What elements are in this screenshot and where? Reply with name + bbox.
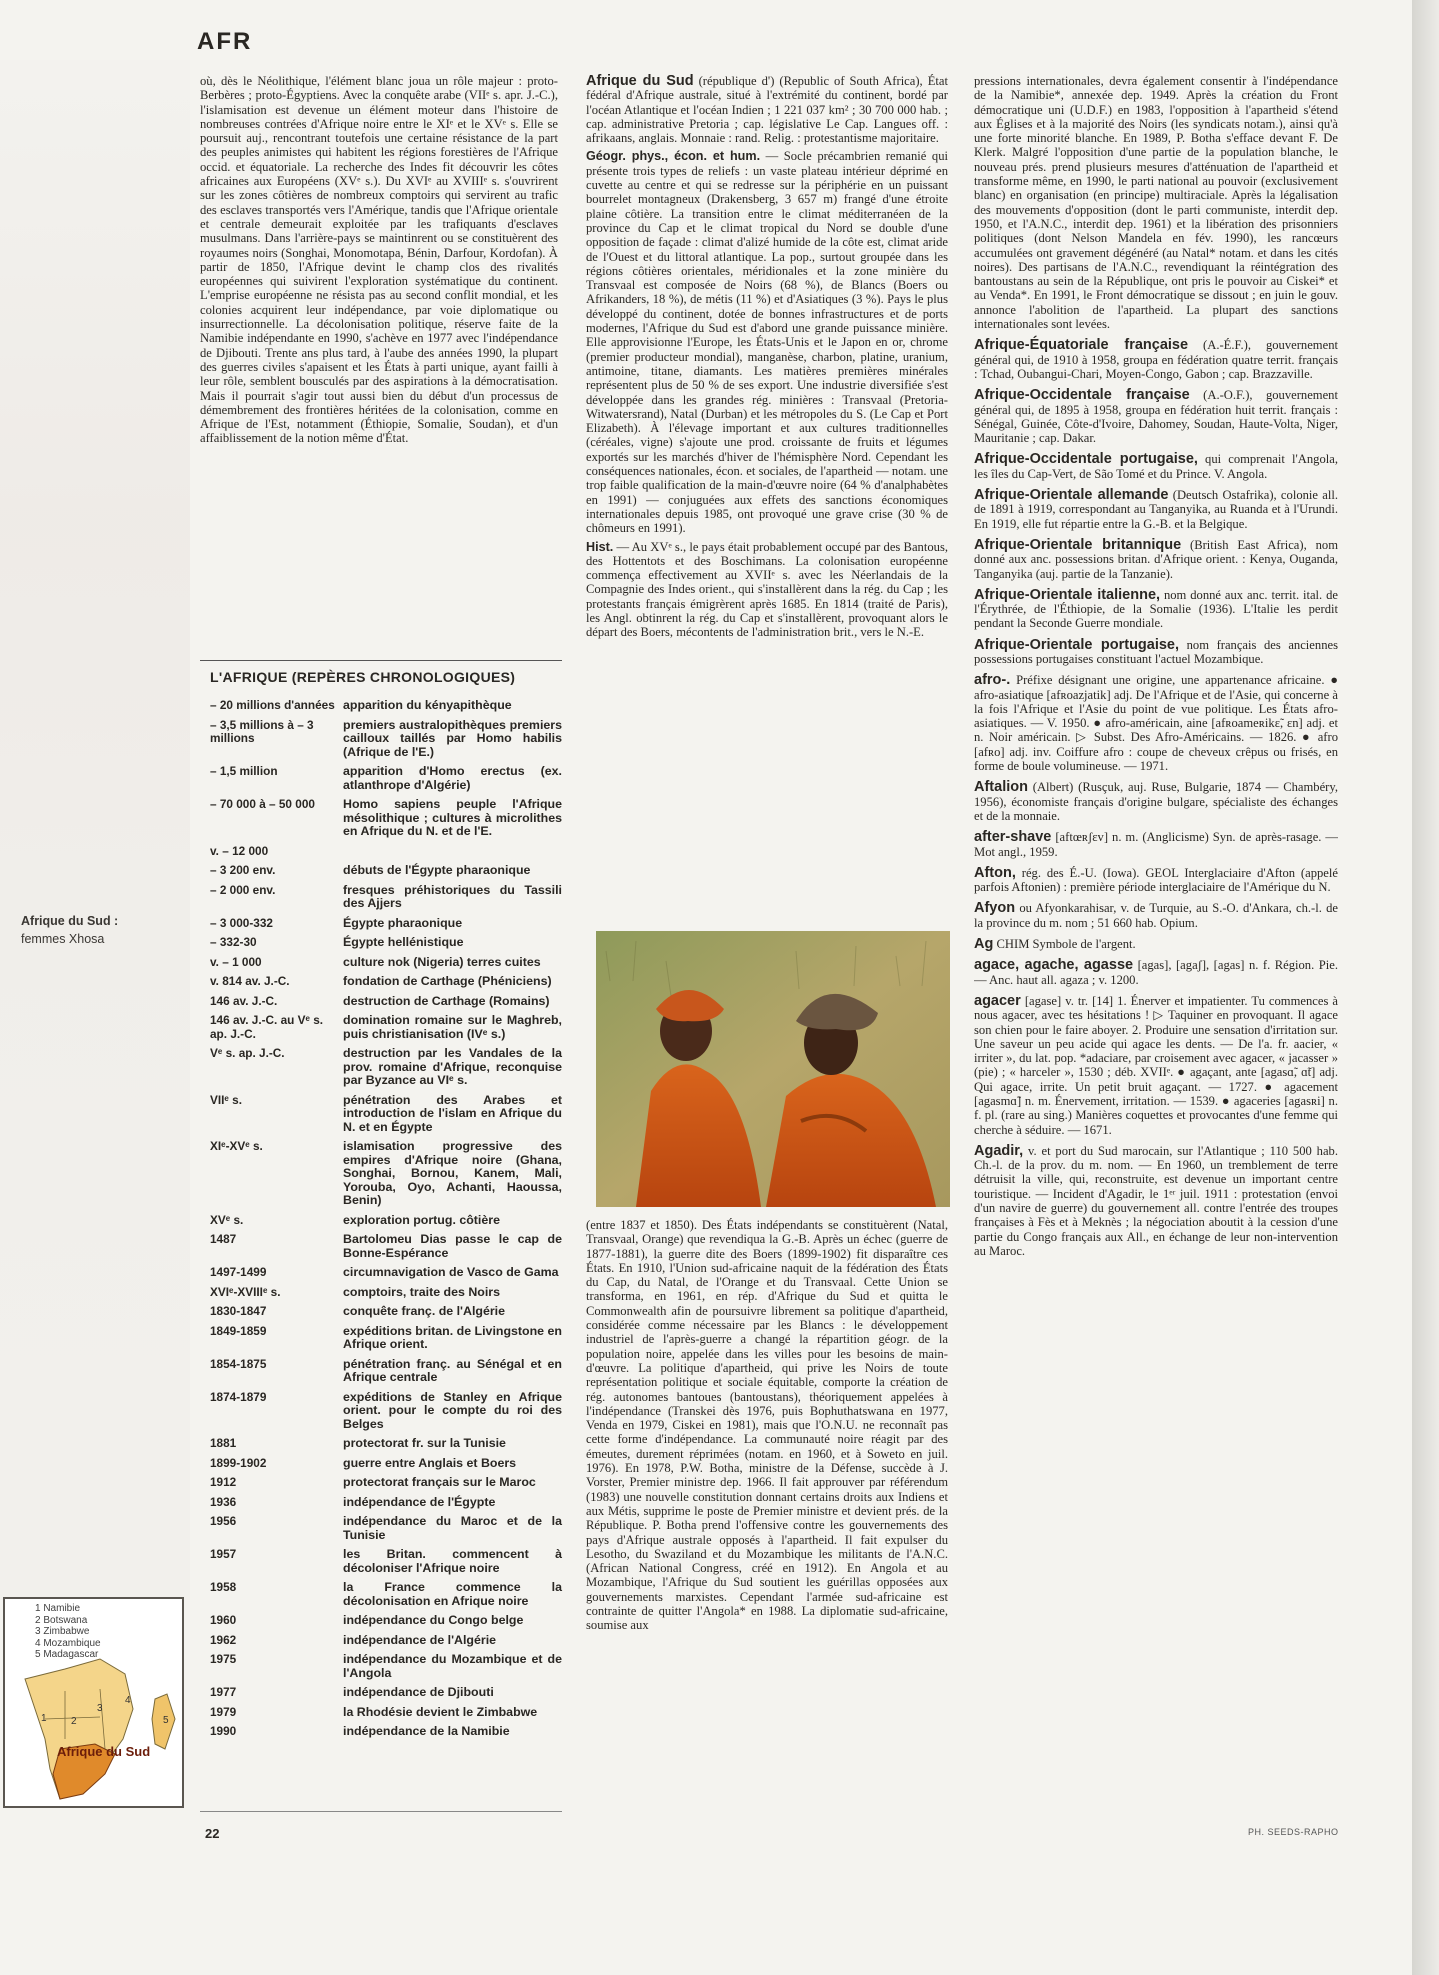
map-label: Afrique du Sud [57, 1744, 151, 1759]
chronology-date: 1881 [210, 1436, 237, 1450]
svg-text:2: 2 [71, 1716, 77, 1727]
chronology-date: Vᵉ s. ap. J.-C. [210, 1046, 285, 1060]
column-1-text [200, 74, 558, 644]
chronology-row [200, 1325, 562, 1352]
chronology-event: exploration portug. côtière [343, 1212, 500, 1227]
chronology-date: 146 av. J.-C. au Vᵉ s. ap. J.-C. [210, 1013, 324, 1041]
chronology-event: islamisation progressive des empires d'Afrique noire (Ghana, Songhai, Bornou, Kanem, Mali, Yorouba, Oyo, Achanti, Haoussa, Benin) [343, 1139, 562, 1207]
svg-text:3: 3 [97, 1703, 103, 1714]
entry-text: Préfixe désignant une origine, une appartenance africaine. ● afro-asiatique [afʀoazjatik] adj. De l'Afrique et de l'Asie, qui concerne à la fois l'Afrique et l'Asie du point de vue politique. Les États afro-asiatiques. — V. 1950. ● afro-américain, aine [afʀoameʀikɛ̃, ɛn] adj. et n. Noir américain. ▷ Subst. Des Afro-Américains. — 1826. ● afro [afʀo] adj. inv. Coiffure afro : coupe de cheveux crêpus ou frisés, en forme de boule volumineuse. — 1971. [974, 673, 1338, 774]
chronology-event: pénétration des Arabes et introduction de l'islam en Afrique du N. et en Égypte [343, 1092, 562, 1134]
entry-text: qui comprenait l'Angola, les îles du Cap-Vert, de São Tomé et du Prince. V. Angola. [974, 452, 1338, 481]
dictionary-entry [974, 1144, 1338, 1258]
map-legend-item: 4 Mozambique [35, 1637, 101, 1649]
chronology-row [200, 1457, 562, 1471]
headword: Afrique-Orientale portugaise, [974, 636, 1180, 653]
chronology-date: 1936 [210, 1494, 237, 1509]
headword: Afrique-Occidentale française [974, 387, 1190, 404]
headword: Agadir, [974, 1142, 1024, 1159]
chronology-row [200, 917, 562, 931]
dictionary-entry [974, 588, 1338, 631]
continued-text: pressions internationales, devra également consentir à l'indépendance de la Namibie*, annexée dep. 1949. Après la création du Front démocratique uni (U.D.F.) en 1983, l'opposition à l'apartheid s'étend aux Églises et à la majorité des Noirs (les syndicats notam.), ainsi qu'à une forte minorité blanche. En 1989, P. Botha s'efface devant F. De Klerk. Malgré l'opposition d'une partie de la population blanche, le nouveau prés. prend plusieurs mesures d'atténuation de l'apartheid et transforme même, en 1990, le parti national au pouvoir (exclusivement blanc) en organisation (en principe) multiraciale. Après la légalisation des mouvements d'opposition (dont le parti communiste, interdit dep. 1950, et l'A.N.C., interdit dep. 1961) et la libération des prisonniers politiques (dont Nelson Mandela en fév. 1990), les rancœurs accumulées ont gravement dégénéré (au Natal* notam. et dans les cités noires). Des partisans de l'A.N.C., revendiquant la réintégration des bantoustans au sein de la République, ont pris le pouvoir au Ciskei* et au Venda*. En 1991, le Front démocratique se dissout ; en juin le gouv. annonce l'abolition de l'apartheid. La plupart des sanctions internationales sont levées. [974, 74, 1338, 332]
chronology-date: 1962 [210, 1632, 237, 1647]
chronology-row [200, 1286, 562, 1300]
photo-xhosa-women [596, 931, 950, 1207]
dictionary-entry [974, 866, 1338, 895]
chronology-event: indépendance de la Namibie [343, 1724, 510, 1738]
chronology-row [200, 699, 562, 713]
chronology-row [200, 1391, 562, 1432]
map-legend-item: 3 Zimbabwe [35, 1626, 90, 1637]
chronology-event: culture nok (Nigeria) terres cuites [343, 954, 541, 969]
chronology-date: 1899-1902 [210, 1455, 267, 1470]
chronology-event: guerre entre Anglais et Boers [343, 1455, 517, 1470]
photo-illustration [596, 931, 950, 1207]
caption-title: Afrique du Sud : [21, 914, 119, 928]
chronology-date: v. – 1 000 [210, 954, 262, 969]
chronology-event: protectorat fr. sur la Tunisie [343, 1436, 506, 1450]
section-text: — Socle précambrien remanié qui présente trois types de reliefs : un vaste plateau intérieur déprimé en cuvette au centre et qui se redresse sur la périphérie en un puissant bourrelet montagneux (Drakensberg, 3 657 m) frangé d'une étroite plaine côtière. La transition entre le climat méditerranéen de la province du Cap et le climat tropical du Nord se double d'une opposition de façade : climat d'alizé humide de la côte est, climat aride de l'Ouest et du littoral atlantique. La pop., surtout groupée dans les régions côtières orientales, méridionales et la zone minière du Transvaal est composée de Noirs (68 %), de Blancs (Boers ou Afrikanders, 18 %), de métis (11 %) et d'Asiatiques (3 %). Pays le plus développé du continent, dotée de bonnes infrastructures et de ports modernes, l'Afrique du Sud est d'abord une grande puissance minière. Elle approvisionne l'Europe, les États-Unis et le Japon en or, chrome (premier producteur mondial), manganèse, charbon, platine, uranium, antimoine, titane, diamants. Les matières premières minérales représentent plus de 50 % de ses export. Une industrie diversifiée s'est développée dans les grandes rég. minières : Transvaal (Pretoria-Witwatersrand), Natal (Durban) et les métropoles du S. (Le Cap et Port Elizabeth). À l'élevage important et aux cultures traditionnelles (céréales, vigne) s'ajoute une prod. croissante de fruits et légumes exportés sur les marchés d'hiver de l'hémisphère Nord. Cependant les conséquences nationales, écon. et sociales, de l'apartheid — notam. une trop faible qualification de la main-d'œuvre noire (64 % d'analphabètes en 1991) — conjuguées aux effets des sanctions économiques internationales depuis 1985, ont provoqué une grave crise (30 % de chômeurs en 1991). [586, 149, 948, 536]
chronology-event: apparition du kényapithèque [343, 698, 512, 712]
chronology-row [200, 995, 562, 1009]
chronology-date: 1830-1847 [210, 1304, 267, 1318]
chronology-date: XIᵉ-XVᵉ s. [210, 1139, 263, 1153]
dictionary-entry [974, 388, 1338, 445]
chronology-row [200, 1686, 562, 1700]
chronology-date: 1912 [210, 1475, 237, 1489]
chronology-date: XVᵉ s. [210, 1212, 244, 1227]
headword: afro-. [974, 672, 1011, 689]
chronology-event: conquête franç. de l'Algérie [343, 1304, 505, 1318]
entry-text: (Deutsch Ostafrika), colonie all. de 1891 à 1919, correspondant au Tanganyika, au Ruanda et à l'Urundi. En 1919, elle fut répartie entre la G.-B. et la Belgique. [974, 488, 1338, 531]
chronology-event: indépendance du Mozambique et de l'Angola [343, 1652, 562, 1680]
chronology-row [200, 884, 562, 911]
headword: Afrique-Équatoriale française [974, 337, 1189, 354]
chronology-date: – 3 200 env. [210, 863, 276, 877]
headword: Ag [974, 936, 994, 953]
chronology-row [200, 798, 562, 839]
entry-list [974, 338, 1338, 1258]
map-legend-item: 5 Madagascar [35, 1649, 99, 1660]
chronology-row [200, 1266, 562, 1280]
dictionary-entry [974, 780, 1338, 823]
locator-map [3, 1597, 184, 1808]
chronology-row [200, 1476, 562, 1490]
section-history [586, 540, 948, 640]
chronology-date: – 1,5 million [210, 764, 278, 778]
chronology-date: v. – 12 000 [210, 843, 269, 858]
chronology-date: – 20 millions d'années [210, 698, 335, 712]
chronology-row [200, 1581, 562, 1608]
caption-subtitle: femmes Xhosa [21, 932, 105, 946]
chronology-event: Bartolomeu Dias passe le cap de Bonne-Espérance [343, 1232, 562, 1260]
headword: agacer [974, 992, 1021, 1009]
chronology-event: premiers australopithèques premiers cailloux taillés par Homo habilis (Afrique de l'E.) [343, 717, 562, 759]
section-label: Hist. [586, 539, 614, 554]
chronology-event [343, 845, 562, 859]
chronology-row [200, 845, 562, 859]
map-legend-item: 1 Namibie [35, 1603, 81, 1614]
entry-text: [aftœʀʃɛv] n. m. (Anglicisme) Syn. de après-rasage. — Mot angl., 1959. [974, 830, 1338, 859]
headword: Afrique du Sud [586, 74, 694, 89]
chronology-date: – 2 000 env. [210, 882, 276, 897]
column-2-continued [586, 1218, 948, 1818]
chronology-row [200, 1437, 562, 1451]
section-label: Géogr. phys., écon. et hum. [586, 149, 761, 164]
chronology-date: 1979 [210, 1704, 237, 1719]
chronology-row [200, 1725, 562, 1739]
chronology-row [200, 1496, 562, 1510]
chronology-date: 1975 [210, 1652, 237, 1666]
chronology-row [200, 719, 562, 760]
dictionary-entry [974, 452, 1338, 481]
dictionary-entry [974, 830, 1338, 859]
chronology-date: – 3 000-332 [210, 915, 273, 930]
chronology-row [200, 1548, 562, 1575]
chronology-event: destruction de Carthage (Romains) [343, 993, 550, 1008]
section-geography [586, 149, 948, 535]
svg-text:4: 4 [125, 1695, 131, 1706]
col1-paragraph: où, dès le Néolithique, l'élément blanc joua un rôle majeur : proto-Berbères ; proto-Égyptiens. Avec la conquête arabe (VIIᵉ s. apr. J.-C.), l'islamisation est devenue un élément moteur dans l'histoire de nombreuses contrées d'Afrique noire entre le XIᵉ et le XVᵉ s. Elle se poursuit auj., rencontrant toutefois une certaine résistance de la part des peuples animistes qui habitent les régions forestières de l'Afrique occid. et équatoriale. La recherche des Indes fit découvrir les côtes africaines aux Européens (XVᵉ s.). Du XVIᵉ au XVIIIᵉ s. s'ouvrirent sur les zones côtières de nombreux comptoirs qui servirent au trafic des esclaves transportés vers l'Amérique, tandis que l'Afrique orientale et centrale demeurait exploitée par les trafiquants d'esclaves musulmans. Dans l'arrière-pays se maintinrent ou se constituèrent des royaumes noirs (Songhai, Monomotapa, Bénin, Darfour, Kordofan). À partir de 1850, l'Afrique devint le champ clos des rivalités européennes qui suivirent l'exploration systématique du continent. L'emprise européenne ne résista pas au second conflit mondial, et les colonies acquirent leur indépendance, par voie diplomatique ou insurrectionnelle. La décolonisation politique, réserve faite de la Namibie indépendante en 1990, s'achève en 1977 avec l'indépendance de Djibouti. Trente ans plus tard, à l'aube des années 1990, la plupart des guerres civiles s'apaisent et les États à parti unique, ayant failli à leur rôle, semblent bousculés par des aspirations à la démocratisation. Mais il pourrait s'agir tout aussi bien du début d'un processus de démembrement des frontières héritées de la colonisation, comme en Afrique de l'Est, notamment (Éthiopie, Somalie, Soudan), et d'un affaiblissement de la notion même d'État. [200, 74, 558, 446]
chronology-date: 1960 [210, 1613, 237, 1627]
dictionary-entry [974, 338, 1338, 381]
entry-text: (république d') (Republic of South Africa), État fédéral d'Afrique australe, situé à l'extrémité du continent, bordé par l'océan Atlantique et l'océan Indien ; 1 221 037 km² ; 30 700 000 hab. ; cap. administrative Pretoria ; cap. législative Le Cap. Langues off. : afrikaans, anglais. Monnaie : rand. Relig. : protestantisme majoritaire. [586, 74, 948, 146]
chronology-date: 146 av. J.-C. [210, 993, 278, 1008]
entry-text: ou Afyonkarahisar, v. de Turquie, au S.-O. d'Ankara, ch.-l. de la province du m. nom ; 51 660 hab. Opium. [974, 901, 1338, 930]
svg-text:5: 5 [163, 1715, 169, 1726]
chronology-row [200, 1214, 562, 1228]
chronology-date: 1874-1879 [210, 1389, 267, 1404]
dictionary-entry [974, 488, 1338, 531]
chronology-title: L'AFRIQUE (REPÈRES CHRONOLOGIQUES) [210, 669, 516, 685]
headword: Afrique-Orientale allemande [974, 487, 1169, 504]
chronology-event: indépendance de l'Algérie [343, 1632, 497, 1647]
chronology-event: la France commence la décolonisation en Afrique noire [343, 1580, 562, 1608]
chronology-event: Égypte pharaonique [343, 915, 463, 930]
chronology-event: indépendance du Maroc et de la Tunisie [343, 1514, 562, 1542]
entry-text: rég. des É.-U. (Iowa). GEOL Interglaciaire d'Afton (appelé parfois Aftonien) : première période interglaciaire de l'Amérique du N. [974, 865, 1338, 895]
column-2-text [586, 74, 948, 929]
dictionary-entry [974, 901, 1338, 930]
chronology-row [200, 765, 562, 792]
dictionary-entry [974, 994, 1338, 1137]
chronology-date: 1977 [210, 1685, 237, 1699]
chronology-event: débuts de l'Égypte pharaonique [343, 863, 531, 877]
chronology-event: fresques préhistoriques du Tassili des Ajjers [343, 882, 562, 910]
chronology-event: indépendance de l'Égypte [343, 1494, 496, 1509]
chronology-row [200, 1614, 562, 1628]
chronology-box [200, 660, 562, 1812]
chronology-date: – 332-30 [210, 935, 257, 949]
chronology-date: – 70 000 à – 50 000 [210, 797, 315, 811]
chronology-event: protectorat français sur le Maroc [343, 1475, 536, 1489]
chronology-date: 1487 [210, 1232, 237, 1246]
chronology-row [200, 1233, 562, 1260]
dictionary-entry [974, 673, 1338, 773]
entry-text: v. et port du Sud marocain, sur l'Atlantique ; 110 500 hab. Ch.-l. de la prov. du m. nom. — En 1960, un tremblement de terre détruisit la ville, qui, reconstruite, est devenue un important centre touristique. — Incident d'Agadir, le 1ᵉʳ juil. 1911 : protestation (envoi d'un navire de guerre) du gouvernement all. contre l'entrée des troupes françaises à Fès et à Meknès ; la négociation aboutit à la cession d'une partie du Congo français aux All., en échange de leur non-intervention au Maroc. [974, 1143, 1338, 1258]
chronology-event: circumnavigation de Vasco de Gama [343, 1265, 559, 1279]
chronology-event: apparition d'Homo erectus (ex. atlanthrope d'Algérie) [343, 764, 562, 792]
chronology-date: 1990 [210, 1724, 237, 1738]
chronology-event: les Britan. commencent à décoloniser l'Afrique noire [343, 1547, 562, 1575]
chronology-list [200, 699, 562, 1739]
chronology-date: 1958 [210, 1580, 237, 1594]
headword: Afrique-Occidentale portugaise, [974, 451, 1198, 468]
chronology-row [200, 864, 562, 878]
chronology-date: – 3,5 millions à – 3 millions [210, 717, 314, 745]
chronology-row [200, 1515, 562, 1542]
chronology-row [200, 1014, 562, 1041]
chronology-date: 1497-1499 [210, 1265, 267, 1279]
headword: after-shave [974, 829, 1052, 846]
map-legend [35, 1603, 101, 1661]
chronology-event: Égypte hellénistique [343, 935, 464, 949]
page-edge-shadow [1412, 0, 1439, 1975]
chronology-row [200, 1358, 562, 1385]
chronology-event: destruction par les Vandales de la prov. romaine d'Afrique, reconquise par Byzance au VIᵉ s. [343, 1046, 562, 1087]
chronology-event: domination romaine sur le Maghreb, puis christianisation (IVᵉ s.) [343, 1013, 562, 1041]
chronology-date: VIIᵉ s. [210, 1092, 242, 1107]
chronology-row [200, 1706, 562, 1720]
chronology-date: 1956 [210, 1514, 237, 1528]
photo-credit: PH. SEEDS-RAPHO [1248, 1827, 1339, 1837]
chronology-date: 1849-1859 [210, 1323, 267, 1338]
chronology-row [200, 936, 562, 950]
chronology-row [200, 1305, 562, 1319]
running-head: AFR [197, 28, 253, 55]
chronology-event: expéditions britan. de Livingstone en Afrique orient. [343, 1323, 562, 1351]
dictionary-entry [974, 638, 1338, 667]
chronology-row [200, 1653, 562, 1680]
headword: Aftalion [974, 779, 1028, 796]
chronology-date: XVIᵉ-XVIIIᵉ s. [210, 1284, 281, 1299]
entry-text: (A.-O.F.), gouvernement général qui, de 1895 à 1958, groupa en fédération huit territ. français : Sénégal, Guinée, Côte-d'Ivoire, Dahomey, Soudan, Haute-Volta, Niger, Mauritanie ; cap. Dakar. [974, 388, 1338, 446]
map-legend-item: 2 Botswana [35, 1614, 88, 1626]
dictionary-entry [974, 958, 1338, 987]
entry-text: (A.-É.F.), gouvernement général qui, de 1910 à 1958, groupa en fédération quatre territ. français : Tchad, Oubangui-Chari, Moyen-Congo, Gabon ; cap. Brazzaville. [974, 338, 1338, 381]
entry-afrique-du-sud [586, 74, 948, 145]
photo-caption [21, 912, 118, 948]
entry-text: CHIM Symbole de l'argent. [996, 937, 1136, 952]
chronology-date: 1854-1875 [210, 1356, 267, 1371]
entry-text: [agase] v. tr. [14] 1. Énerver et impatienter. Tu commences à nous agacer, avec tes hésitations ! ▷ Taquiner en provoquant. Il agace son chien pour le faire aboyer. 2. Produire une sensation d'irritation sur. Une saveur un peu acide qui agace les dents. — De l'a. fr. aacier, « irriter », du lat. pop. *adaciare, par croisement avec agacer, « jacasser » (pie) ; « harceler », 1530 ; déb. XVIIᵉ. ● agaçant, ante [agasɑ̃, ɑ̃t] adj. Qui agace, irrite. Un petit bruit agaçant. — 1727. ● agacement [agasmɑ̃] n. m. Énervement, irritation. — 1539. ● agaceries [agasʀi] n. f. pl. (rare au sing.) Manières coquettes et provocantes d'une femme qui cherche à séduire. — 1671. [974, 993, 1338, 1137]
svg-text:1: 1 [41, 1713, 47, 1724]
chronology-row [200, 1047, 562, 1088]
chronology-event: comptoirs, traite des Noirs [343, 1284, 500, 1299]
entry-text: nom donné aux anc. territ. ital. de l'Érythrée, de l'Éthiopie, de la Somalie (1936). L'Italie les perdit pendant la Seconde Guerre mondiale. [974, 587, 1338, 631]
entry-text: (Albert) (Rusçuk, auj. Ruse, Bulgarie, 1874 — Chambéry, 1956), économiste français d'origine bulgare, spécialiste des échanges et de la monnaie. [974, 780, 1338, 823]
section-text: — Au XVᵉ s., le pays était probablement occupé par des Bantous, des Hottentots et des Boschimans. La colonisation européenne commença effectivement au XVIIᵉ s. avec les Néerlandais de la Compagnie des Indes orient., qui s'installèrent dans la rég. du Cap ; les protestants français émigrèrent après 1685. En 1814 (traité de Paris), les Angl. obtinrent la rég. du Cap et s'installèrent, provoquant alors le départ des Boers, mécontents de l'administration brit., vers le N.-E. [586, 539, 948, 640]
headword: agace, agache, agasse [974, 957, 1134, 974]
chronology-event: indépendance du Congo belge [343, 1613, 524, 1627]
chronology-event: Homo sapiens peuple l'Afrique mésolithique ; cultures à microlithes en Afrique du N. et de l'E. [343, 797, 562, 838]
chronology-row [200, 975, 562, 989]
headword: Afton, [974, 864, 1016, 881]
chronology-event: fondation de Carthage (Phéniciens) [343, 974, 552, 988]
continued-text: (entre 1837 et 1850). Des États indépendants se constituèrent (Natal, Transvaal, Orange) que revendiqua la G.-B. Après un échec (guerre de 1877-1881), la guerre dite des Boers (1899-1902) fit disparaître ces États. En 1910, l'Union sud-africaine naquit de la fédération des États du Cap, du Natal, de l'Orange et du Transvaal. Cette Union se transforma, en 1961, en rép. d'Afrique du Sud et quitta le Commonwealth afin de poursuivre librement sa politique d'apartheid, considérée comme nécessaire par les Blancs : le développement industriel de l'après-guerre a changé la répartition géogr. de la population noire, appelée dans les villes pour les besoins de main-d'œuvre. La politique d'apartheid, qui prive les Noirs de toute représentation politique et sociale équitable, comporte la création de rég. autonomes bantoues (bantoustans), théoriquement appelées à l'indépendance (Transkei dès 1976, puis Bophuthatswana en 1977, Venda en 1979, Ciskei en 1981), mais que l'O.N.U. ne reconnaît pas cette forme d'indépendance. La communauté noire réagit par des émeutes, durement réprimées (notam. en 1960, et à Soweto en juil. 1976). En 1978, P.W. Botha, ministre de la Défense, succède à J. Vorster, Premier ministre dep. 1966. Il fait approuver par référendum (1983) une nouvelle constitution donnant certains droits aux Indiens et aux Métis, supprime le poste de Premier ministre et devient prés. de la République. P. Botha prend l'offensive contre les gouvernements des pays d'Afrique australe opposés à l'apartheid. Il fait expulser du Lesotho, du Swaziland et du Mozambique les militants de l'A.N.C. (African National Congress, créé en 1912). En Angola et au Mozambique, l'Afrique du Sud soutient les guérillas opposées aux gouvernements marxistes. Cependant l'armée sud-africaine est contrainte de quitter l'Angola* en 1988. La diplomatie sud-africaine, soumise aux [586, 1218, 948, 1633]
entry-text: nom français des anciennes possessions portugaises constituant l'actuel Mozambique. [974, 637, 1338, 666]
chronology-date: v. 814 av. J.-C. [210, 974, 290, 988]
column-3-text [974, 74, 1338, 1824]
chronology-event: pénétration franç. au Sénégal et en Afrique centrale [343, 1356, 562, 1384]
chronology-row [200, 1634, 562, 1648]
page-number: 22 [205, 1826, 220, 1841]
margin-faded-map [0, 60, 190, 1600]
headword: Afrique-Orientale britannique [974, 536, 1182, 553]
dictionary-entry [974, 937, 1338, 951]
chronology-event: la Rhodésie devient le Zimbabwe [343, 1704, 538, 1719]
chronology-row [200, 1140, 562, 1208]
chronology-event: expéditions de Stanley en Afrique orient. pour le compte du roi des Belges [343, 1389, 562, 1431]
entry-text: [agas], [agaʃ], [agas] n. f. Région. Pie. — Anc. haut all. agaza ; v. 1200. [974, 958, 1338, 987]
headword: Afyon [974, 900, 1016, 917]
chronology-date: 1957 [210, 1547, 237, 1561]
chronology-event: indépendance de Djibouti [343, 1685, 494, 1699]
entry-text: (British East Africa), nom donné aux anc. possessions britan. d'Afrique orient. : Kenya, Ouganda, Tanganyika (auj. partie de la Tanzanie). [974, 537, 1338, 581]
chronology-row [200, 1094, 562, 1135]
dictionary-entry [974, 538, 1338, 581]
chronology-row [200, 956, 562, 970]
headword: Afrique-Orientale italienne, [974, 586, 1161, 603]
